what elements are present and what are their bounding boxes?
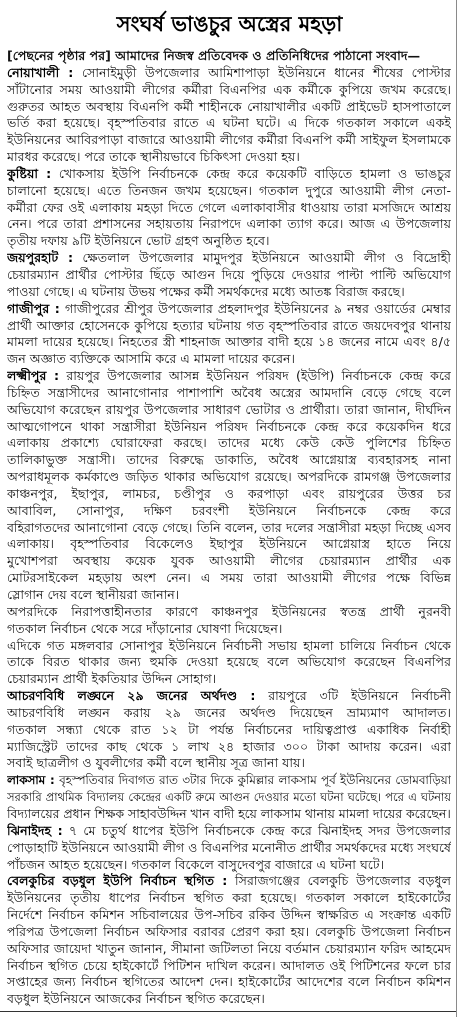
article-paragraph: [7, 166, 451, 250]
article-paragraph: [7, 823, 451, 874]
line-text: ইউনিয়নের তৃতীয় ধাপের নির্বাচন স্থগিত করা হয়েছে। গতকাল সকালে হাইকোর্টের: [7, 890, 451, 906]
line-text: গুরুতর আহত অবস্থায় বিএনপি কর্মী শাহীনকে নোয়াখালীর একটি প্রাইভেট হাসপাতালে: [7, 98, 451, 114]
line-text: আচরণবিধি লঙ্ঘন করায় ২৯ জনের অর্থদণ্ড দিয়েছেন ভ্রাম্যমাণ আদালত।: [7, 704, 451, 720]
line-text: চেয়ারম্যান প্রার্থী ইকতিয়ার উদ্দিন সোহাগ।: [7, 671, 217, 687]
line-text: ম্যাজিস্ট্রেট তাদের কাছ থেকে ১ লাখ ২৪ হাজার ৩০০ টাকা আদায় করেন। এরা: [7, 738, 451, 754]
line-text: তালিকাভুক্ত সন্ত্রাসী। তাদের বিরুদ্ধে ডাকাতি, অবৈধ আগ্নেয়াস্ত্র ব্যবহারসহ নানা: [7, 452, 451, 468]
line-text: স্লোগান দেয় বলে স্থানীয়রা জানান।: [7, 587, 180, 602]
article-paragraph: [7, 65, 451, 166]
text-line: [7, 873, 451, 890]
article-body: [7, 48, 451, 1008]
line-text: চেয়ারম্যান প্রার্থীর পোস্টার ছিঁড়ে আগুন দিয়ে পুড়িয়ে দেওয়ার পাল্টা পাল্টি অভিযোগ: [7, 266, 451, 282]
line-text: এলাকায়। বৃহস্পতিবার বিকেলেও ইছাপুর ইউনিয়নে আগ্নেয়াস্ত্র হাতে নিয়ে: [7, 536, 451, 552]
text-line: [7, 402, 451, 419]
line-text: ৭ মে চতুর্থ ধাপের ইউপি নির্বাচনকে কেন্দ্র করে ঝিনাইদহ সদর উপজেলার: [68, 822, 451, 838]
line-text: সাঁটানোর সময় আওয়ামী লীগের কর্মীরা বিএনপির এক কর্মীকে কুপিয়ে জখম করেছে।: [7, 81, 451, 97]
column-rule: [456, 0, 457, 1017]
section-heading: বেলকুচির বড়ধুল ইউপি নির্বাচন স্থগিত :: [7, 873, 228, 889]
line-text: অভিযোগ করেছেন রায়পুর উপজেলার সাধারণ ভোটার ও প্রার্থীরা। তারা জানান, দীর্ঘদিন: [7, 401, 451, 417]
line-text: মামলা দায়ের হয়েছে। নিহতের স্ত্রী শাহনাজ আক্তার বাদী হয়ে ১৪ জনের নামে এবং ৪/৫: [7, 334, 451, 350]
text-line: [7, 200, 451, 217]
text-line: [7, 755, 451, 772]
section-heading: আচরণবিধি লঙ্ঘনে ২৯ জনের অর্থদণ্ড :: [7, 688, 256, 704]
bottom-rule: [0, 1011, 456, 1012]
text-line: [7, 503, 451, 520]
line-text: আবাবিল, সোনাপুর, দক্ষিণ চরবংশী ইউনিয়নে নির্বাচনকে কেন্দ্র করে: [7, 502, 451, 518]
text-line: [7, 604, 451, 621]
text-line: [7, 772, 451, 789]
line-text: কর্মীরা ফের ওই এলাকায় মহড়া দিতে গেলে এলাকাবাসীর ধাওয়ায় তারা মসজিদে আশ্রয়: [7, 199, 451, 215]
line-text: তাকে বিরত থাকার জন্য হুমকি দেওয়া হয়েছে বলে অভিযোগ করেছেন বিএনপির: [7, 654, 451, 670]
text-line: [7, 233, 451, 250]
line-text: এলাকায় প্রকাশ্যে ঘোরাফেরা করছে। তাদের মধ্যে কেউ কেউ পুলিশের চিহ্নিত: [7, 435, 451, 451]
line-text: পাওয়া গেছে। এ ঘটনায় উভয় পক্ষের কর্মী সমর্থকদের মধ্যে আতঙ্ক বিরাজ করছে।: [7, 283, 405, 299]
text-line: [7, 688, 451, 705]
text-line: [7, 267, 451, 284]
text-line: [7, 570, 451, 587]
line-text: বহিরাগতদের আনাগোনা বেড়ে গেছে। তিনি বলেন, তার দলের সন্ত্রাসীরা মহড়া দিচ্ছে এসব: [7, 519, 451, 535]
section-heading: ঝিনাইদহ :: [7, 822, 63, 838]
text-line: [7, 99, 451, 116]
line-text: অফিসার জায়েদা খাতুন জানান, সীমানা জটিলতা নিয়ে বর্তমান চেয়ারম্যান ফরিদ আহমেদ: [7, 940, 451, 956]
text-line: [7, 419, 451, 436]
text-line: [7, 318, 451, 335]
text-line: [7, 149, 451, 166]
text-line: [7, 924, 451, 941]
line-text: বৃহস্পতিবার দিবাগত রাত ৩টার দিকে কুমিল্লার লাকসাম পূর্ব ইউনিয়নের ডোমবাড়িয়া: [59, 773, 451, 788]
line-text: ভর্তি করা হয়েছে। বৃহস্পতিবার রাতে এ ঘটনা ঘটে। এ দিকে গতকাল সকালে একই: [7, 115, 451, 131]
headline: সংঘর্ষ ভাঙচুর অস্ত্রের মহড়া: [116, 12, 343, 36]
line-text: গাজীপুরের শ্রীপুর উপজেলার প্রহলাদপুর ইউনিয়নের ৯ নম্বর ওয়ার্ডের মেম্বার: [64, 300, 451, 316]
text-line: [7, 284, 451, 301]
article-paragraph: [7, 301, 451, 368]
text-line: [7, 621, 451, 638]
text-line: [7, 435, 451, 452]
text-line: [7, 587, 451, 604]
section-heading: লাকসাম :: [7, 773, 55, 788]
line-text: প্রার্থী আক্তার হোসেনকে কুপিয়ে হত্যার ঘটনায় গত বৃহস্পতিবার রাতে জয়দেবপুর থানায়: [7, 317, 451, 333]
text-line: [7, 638, 451, 655]
line-text: পাঁচজন আহত হয়েছেন। গতকাল বিকেলে বাসুদেবপুর বাজারে এ ঘটনা ঘটে।: [7, 856, 385, 872]
line-text: সিরাজগঞ্জের বেলকুচি উপজেলার বড়ধুল: [235, 873, 451, 889]
text-line: [7, 705, 451, 722]
line-text: এদিকে গত মঙ্গলবার সোনাপুর ইউনিয়নে নির্বাচনী সভায় হামলা চালিয়ে নির্বাচন থেকে: [7, 637, 451, 653]
text-line: [7, 486, 451, 503]
text-line: [7, 671, 451, 688]
text-line: [7, 301, 451, 318]
text-line: [7, 452, 451, 469]
text-line: [7, 739, 451, 756]
line-text: তৃতীয় দফায় ৯টি ইউনিয়নে ভোট গ্রহণ অনুষ্ঠিত হবে।: [7, 233, 270, 249]
line-text: গতকাল সন্ধ্যা থেকে রাত ১২ টা পর্যন্ত নির্বাচনের দায়িত্বপ্রাপ্ত একাধিক নির্বাহী: [7, 721, 451, 737]
text-line: [7, 907, 451, 924]
line-text: মুখোশপরা অবস্থায় কয়েক যুবক আওয়ামী লীগের চেয়ারম্যান প্রার্থীর এক: [7, 553, 451, 569]
text-line: [7, 890, 451, 907]
text-line: [7, 857, 451, 874]
text-line: [7, 991, 451, 1008]
text-line: [7, 958, 451, 975]
text-line: [7, 351, 451, 368]
line-text: নেন। পরে তারা প্রশাসনের সহায়তায় নিরাপদে এলাকা ত্যাগ করে। আজ এ উপজেলায়: [7, 216, 451, 232]
line-text: চিহ্নিত সন্ত্রাসীদের আনাগোনার পাশাপাশি অবৈধ অস্ত্রের আমদানি বেড়ে গেছে বলে: [7, 384, 451, 400]
text-line: [7, 334, 451, 351]
article-paragraph: [7, 250, 451, 301]
line-text: নির্বাচন স্থগিত চেয়ে হাইকোর্টে পিটিশন দাখিল করেন। আদালত ওই পিটিশনের ফলে চার: [7, 957, 451, 973]
line-text: সবাই ছাত্রলীগ ও যুবলীগের কর্মী বলে স্থানীয় সূত্র জানা যায়।: [7, 755, 305, 771]
line-text: সোনাইমুড়ী উপজেলার আমিশাপাড়া ইউনিয়নে ধানের শীষের পোস্টার: [81, 64, 451, 80]
article-paragraph: [7, 772, 451, 823]
line-text: জন অজ্ঞাত ব্যক্তিকে আসামি করে এ মামলা দায়ের করেন।: [7, 351, 296, 367]
text-line: [7, 789, 451, 806]
line-text: অপরদিকে নিরাপত্তাহীনতার কারণে কাঞ্চনপুর ইউনিয়নের স্বতন্ত্র প্রার্থী নুরনবী: [7, 603, 451, 619]
article-paragraph: [7, 873, 451, 1008]
article-paragraph: [7, 368, 451, 604]
section-heading: গাজীপুর :: [7, 300, 60, 316]
line-text: ইউনিয়নের আবিরপাড়া বাজারে আওয়ামী লীগের কর্মীরা বিএনপি কর্মী সাইফুল ইসলামকে: [7, 132, 451, 148]
line-text: নির্দেশে নির্বাচন কমিশন সচিবালয়ের উপ-সচিব রকিব উদ্দিন স্বাক্ষরিত এ সংক্রান্ত একটি: [7, 907, 451, 923]
line-text: খোকসায় ইউপি নির্বাচনকে কেন্দ্র করে কয়েকটি বাড়িতে হামলা ও ভাঙচুর: [58, 165, 451, 181]
text-line: [7, 250, 451, 267]
line-text: সপ্তাহের জন্য নির্বাচন স্থগিতের আদেশ দেন। হাইকোর্টের আদেশের বলে নির্বাচন কমিশন: [7, 974, 451, 990]
text-line: [7, 368, 451, 385]
text-line: [7, 166, 451, 183]
text-line: [7, 654, 451, 671]
text-line: [7, 469, 451, 486]
text-line: [7, 974, 451, 991]
line-text: পরিপত্র উপজেলা নির্বাচন অফিসার বরাবর প্রেরণ করা হয়। বেলকুচি উপজেলা নির্বাচন: [7, 923, 451, 939]
text-line: [7, 722, 451, 739]
text-line: [7, 840, 451, 857]
article-paragraph: [7, 604, 451, 638]
line-text: বিদ্যালয়ের প্রধান শিক্ষক সাহাবউদ্দিন খান বাদী হয়ে লাকসাম থানায় মামলা দায়ের করেছেন।: [7, 805, 451, 821]
line-text: অপরাধমূলক কর্মকাণ্ডে জড়িত থাকার অভিযোগ রয়েছে। অপরদিকে রামগঞ্জ উপজেলার: [7, 469, 451, 485]
text-line: [7, 823, 451, 840]
section-heading: কুষ্টিয়া :: [7, 165, 52, 181]
line-text: আত্মগোপনে থাকা সন্ত্রাসীরা ইউনিয়ন পরিষদ নির্বাচনকে কেন্দ্র করে কয়েকদিন ধরে: [7, 418, 451, 434]
line-text: ক্ষেতলাল উপজেলার মামুদপুর ইউনিয়নে আওয়ামী লীগ ও বিদ্রোহী: [82, 250, 451, 266]
section-heading: নোয়াখালী :: [7, 64, 74, 80]
section-heading: লক্ষ্মীপুর :: [7, 368, 60, 384]
section-heading: জয়পুরহাট :: [7, 250, 74, 266]
text-line: [7, 82, 451, 99]
text-line: [7, 115, 451, 132]
line-text: চালানো হয়েছে। এতে তিনজন জখম হয়েছেন। গতকাল দুপুরে আওয়ামী লীগ নেতা-: [7, 182, 451, 198]
text-line: [7, 520, 451, 537]
line-text: রায়পুরে ৩টি ইউনিয়নে নির্বাচনী: [268, 688, 451, 704]
line-text: পোড়াহাটি ইউনিয়নে আওয়ামী লীগ ও বিএনপির মনোনীত প্রার্থীর সমর্থকদের মধ্যে সংঘর্ষে: [7, 839, 451, 855]
text-line: [7, 536, 451, 553]
text-line: [7, 385, 451, 402]
article-paragraph: [7, 638, 451, 689]
text-line: [7, 806, 451, 823]
text-line: [7, 183, 451, 200]
dateline: [পেছনের পৃষ্ঠার পর] আমাদের নিজস্ব প্রতিবেদক ও প্রতিনিধিদের পাঠানো সংবাদ—: [7, 48, 421, 63]
text-line: [7, 941, 451, 958]
line-text: বড়ধুল ইউনিয়নে আজকের নির্বাচন স্থগিত করেছেন।: [7, 991, 265, 1007]
text-line: [7, 553, 451, 570]
line-text: রায়পুর উপজেলার আসন্ন ইউনিয়ন পরিষদ (ইউপি) নির্বাচনকে কেন্দ্র করে: [66, 368, 451, 384]
line-text: মোটরসাইকেল মহড়ায় অংশ নেন। এ সময় তারা আওয়ামী লীগের পক্ষে বিভিন্ন: [7, 570, 451, 586]
line-text: সরকারি প্রাথমিক বিদ্যালয় কেন্দ্রের একটি রুমে আগুন দেওয়ার মতো ঘটনা ঘটেছে। পরে এ ঘটনায়: [7, 790, 451, 805]
article-paragraph: [7, 688, 451, 772]
text-line: [7, 132, 451, 149]
text-line: [7, 65, 451, 82]
line-text: কাঞ্চনপুর, ইছাপুর, লামচর, চণ্ডীপুর ও করপাড়া এবং রায়পুরের উত্তর চর: [7, 485, 451, 501]
line-text: মারধর করেছে। পরে তাকে স্থানীয়ভাবে চিকিৎসা দেওয়া হয়।: [7, 149, 300, 165]
line-text: গতকাল নির্বাচন থেকে সরে দাঁড়ানোর ঘোষণা দিয়েছেন।: [7, 620, 283, 636]
text-line: [7, 216, 451, 233]
